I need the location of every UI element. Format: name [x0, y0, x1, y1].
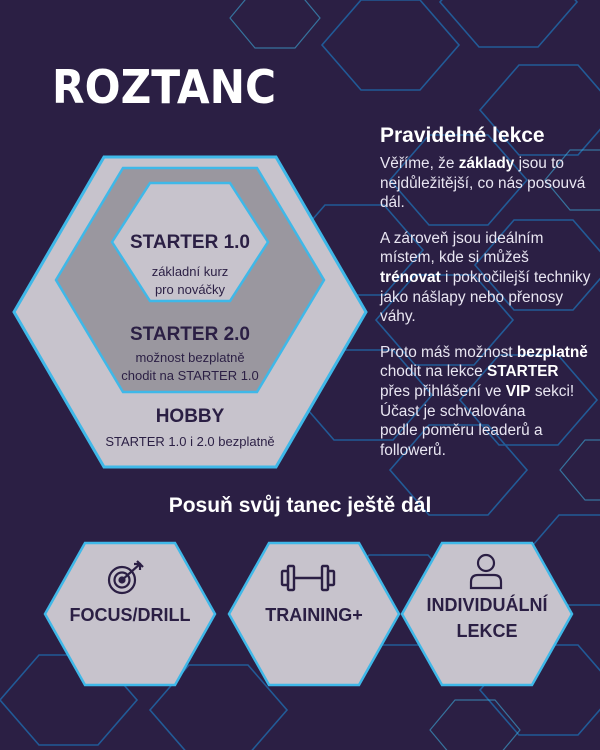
logo-text: ROZTANC — [52, 60, 277, 114]
individual-label-line1: INDIVIDUÁLNÍ — [426, 595, 548, 615]
hobby-sub: STARTER 1.0 i 2.0 bezplatně — [105, 434, 275, 449]
person-icon — [466, 551, 506, 591]
regular-lessons-heading: Pravidelné lekce — [380, 124, 545, 147]
starter2-block — [90, 324, 290, 385]
starter1-title: STARTER 1.0 — [129, 232, 250, 253]
paragraph-free-access: Proto máš možnost bezplatně chodit na lekce STARTER přes přihlášení ve VIP sekci! Účast je schvalována podle poměru leaderů a followerů. — [380, 343, 588, 459]
starter1-block — [112, 232, 268, 299]
starter2-sub1: možnost bezplatně — [135, 350, 245, 365]
starter1-sub1: základní kurz — [151, 264, 229, 279]
dumbbell-icon — [280, 563, 336, 593]
hobby-title: HOBBY — [155, 406, 225, 427]
starter2-title: STARTER 2.0 — [129, 324, 250, 345]
paragraph-training: A zároveň jsou ideálním místem, kde si můžeš trénovat i pokročilejší techniky jako nášlapy nebo přenosy váhy. — [380, 229, 591, 326]
target-arrow-icon — [104, 560, 148, 596]
focus-drill-label: FOCUS/DRILL — [69, 605, 191, 625]
regular-lessons-info — [380, 124, 592, 476]
training-plus-label: TRAINING+ — [265, 605, 363, 625]
roztanc-logo — [52, 56, 277, 118]
starter2-sub2: chodit na STARTER 1.0 — [121, 368, 259, 383]
hobby-block — [70, 406, 310, 449]
individual-label-line2: LEKCE — [456, 621, 518, 641]
starter1-sub2: pro nováčky — [154, 282, 226, 297]
section-title: Posuň svůj tanec ještě dál — [168, 494, 432, 517]
individual-lesson-label — [402, 592, 572, 644]
paragraph-basics: Věříme, že základy jsou to nejdůležitější, co nás posouvá dál. — [380, 155, 586, 212]
